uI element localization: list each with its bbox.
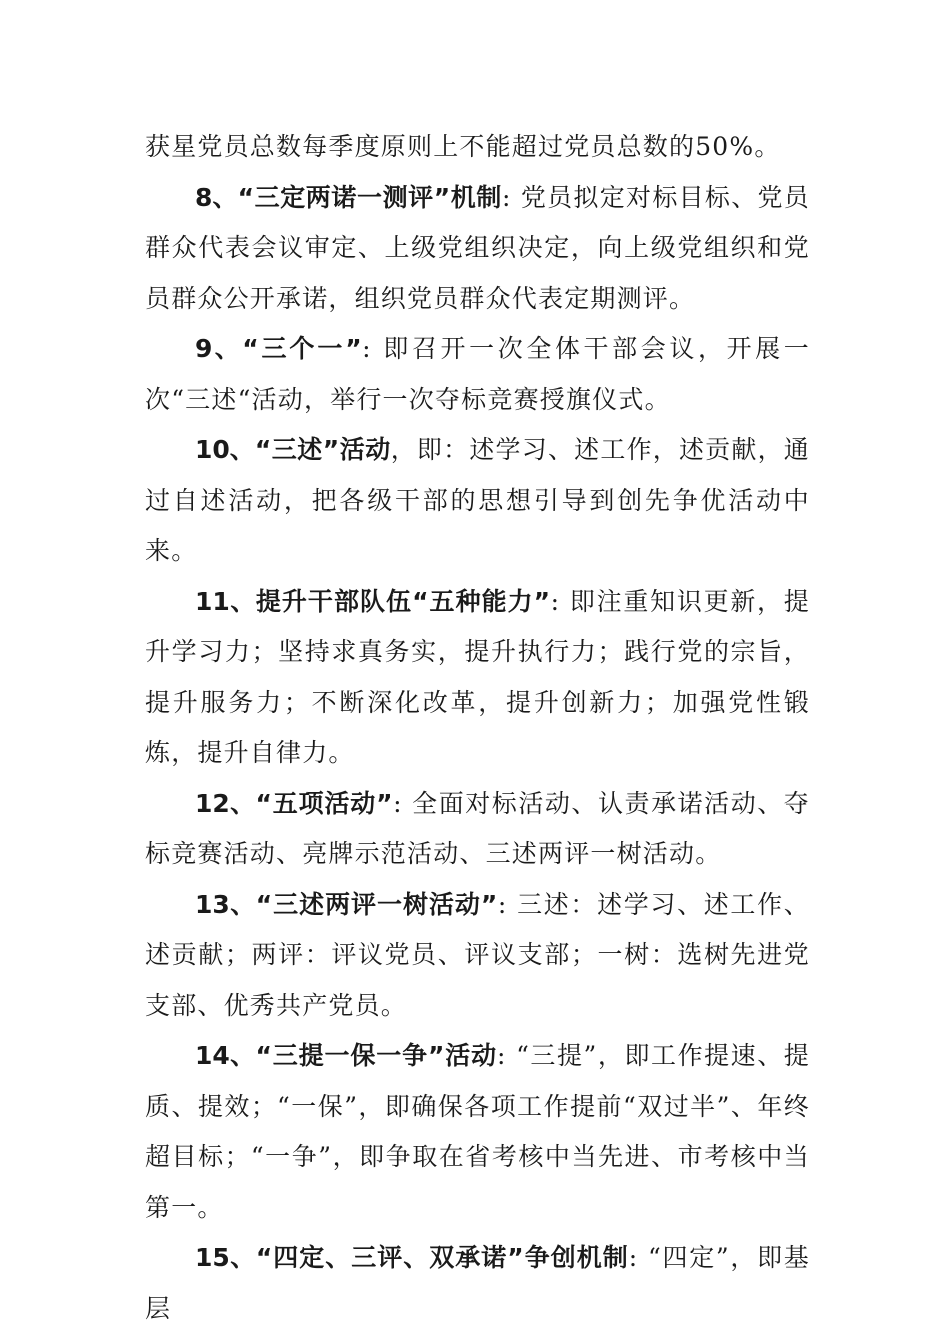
item-term: “三定两诺一测评”机制 xyxy=(237,182,502,212)
paragraph-body: : “四定”，即基层 xyxy=(145,1243,810,1323)
paragraph-body: : 党员拟定对标目标、党员群众代表会议审定、上级党组织决定，向上级党组织和党员群众公开承诺，组织党员群众代表定期测评。 xyxy=(145,182,810,313)
item-term: “三述”活动 xyxy=(254,435,391,464)
item-term: “三提一保一争”活动 xyxy=(255,1041,497,1070)
item-term: “四定、三评、双承诺”争创机制 xyxy=(255,1243,629,1272)
item-term: “三个一” xyxy=(242,334,363,363)
paragraph-body: 获星党员总数每季度原则上不能超过党员总数的50%。 xyxy=(145,132,781,161)
item-number: 14、 xyxy=(195,1041,256,1070)
document-body xyxy=(145,122,810,1334)
item-number: 12、 xyxy=(195,788,256,818)
item-term: “五项活动” xyxy=(255,788,394,818)
item-number: 13、 xyxy=(195,889,256,919)
paragraph-item-13 xyxy=(145,880,810,1032)
item-number: 8、 xyxy=(195,182,238,212)
paragraph-item-9 xyxy=(145,324,810,425)
paragraph-item-10 xyxy=(145,425,810,577)
paragraph-continuation xyxy=(145,122,810,173)
item-term: 提升干部队伍“五种能力” xyxy=(255,586,551,616)
paragraph-item-15 xyxy=(145,1233,810,1334)
item-number: 10、 xyxy=(195,435,255,464)
item-number: 9、 xyxy=(195,334,243,363)
paragraph-body: ，即：述学习、述工作，述贡献，通过自述活动，把各级干部的思想引导到创先争优活动中来。 xyxy=(145,435,811,565)
paragraph-item-14 xyxy=(145,1031,810,1233)
item-number: 15、 xyxy=(195,1243,256,1272)
paragraph-item-11 xyxy=(145,577,810,779)
item-number: 11、 xyxy=(195,586,256,616)
paragraph-body: : 全面对标活动、认责承诺活动、夺标竞赛活动、亮牌示范活动、三述两评一树活动。 xyxy=(145,788,810,868)
item-term: “三述两评一树活动” xyxy=(255,889,498,919)
paragraph-body: : 三述：述学习、述工作、述贡献；两评：评议党员、评议支部；一树：选树先进党支部、优秀共产党员。 xyxy=(145,889,810,1020)
paragraph-item-8 xyxy=(145,173,810,325)
paragraph-item-12 xyxy=(145,779,810,880)
paragraph-body: : 即召开一次全体干部会议，开展一次“三述“活动，举行一次夺标竞赛授旗仪式。 xyxy=(145,334,810,414)
paragraph-body: : 即注重知识更新，提升学习力；坚持求真务实，提升执行力；践行党的宗旨，提升服务力；不断深化改革，提升创新力；加强党性锻炼，提升自律力。 xyxy=(145,586,810,767)
paragraph-body: : “三提”，即工作提速、提质、提效；“一保”，即确保各项工作提前“双过半”、年终超目标；“一争”，即争取在省考核中当先进、市考核中当第一。 xyxy=(145,1041,810,1222)
